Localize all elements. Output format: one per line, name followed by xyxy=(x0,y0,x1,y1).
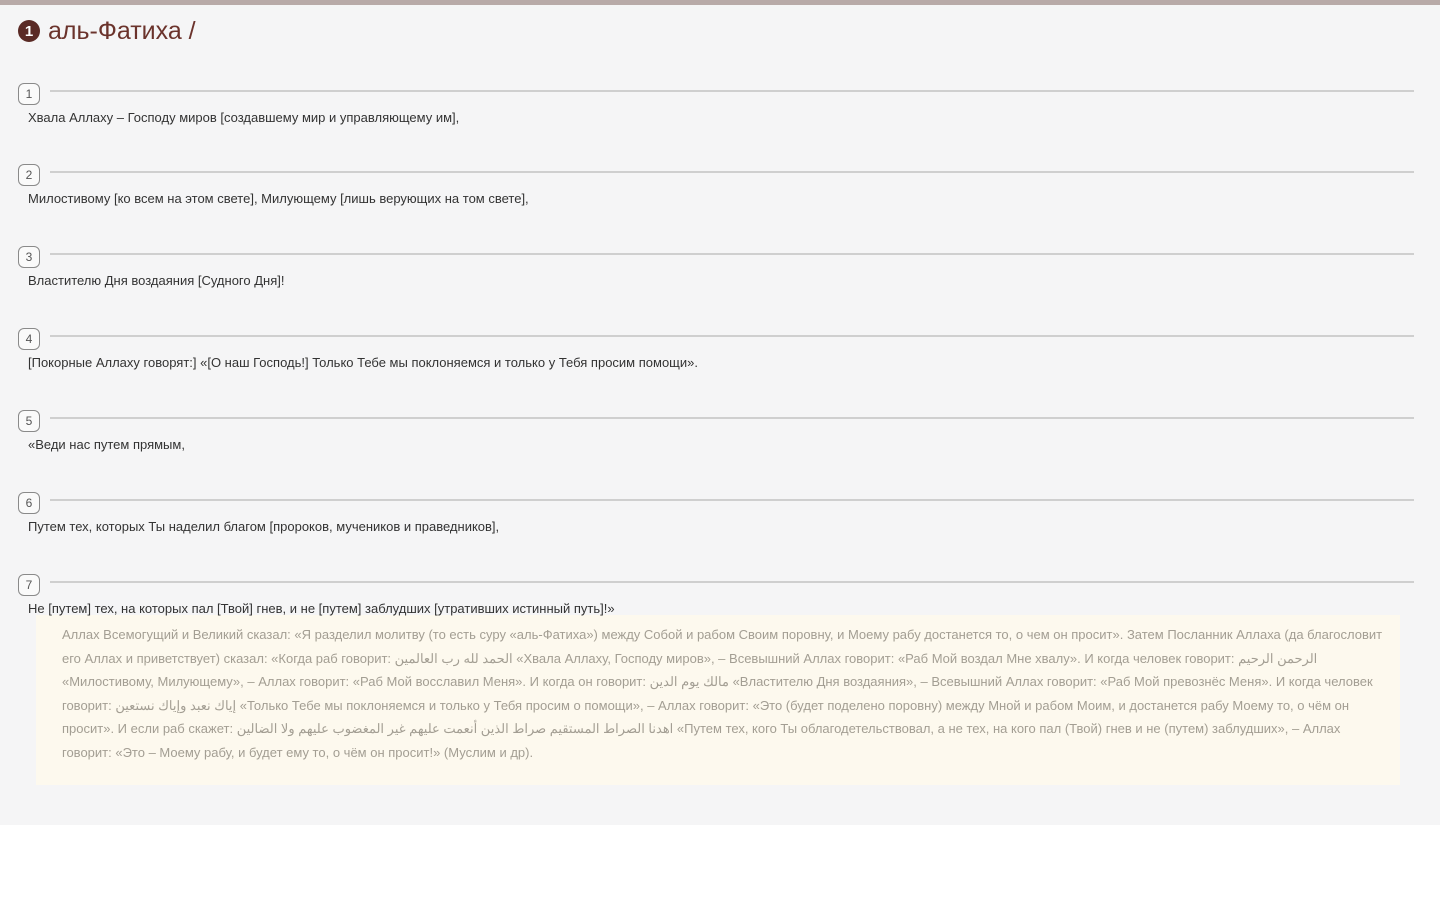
ayah-item[interactable] xyxy=(18,139,1414,221)
ayah-item[interactable] xyxy=(18,57,1414,139)
ayah-item[interactable] xyxy=(18,467,1414,549)
ayah-item[interactable] xyxy=(18,221,1414,303)
ayah-divider xyxy=(50,417,1414,419)
ayah-text: Милостивому [ко всем на этом свете], Милующему [лишь верующих на том свете], xyxy=(28,191,529,206)
ayah-header xyxy=(18,467,1414,515)
ayah-divider xyxy=(50,499,1414,501)
ayah-number: 7 xyxy=(18,574,40,596)
ayah-header xyxy=(18,139,1414,187)
ayah-header xyxy=(18,57,1414,106)
surah-title: аль-Фатиха / xyxy=(48,16,196,45)
ayah-header xyxy=(18,385,1414,433)
ayah-number: 6 xyxy=(18,492,40,514)
ayah-divider xyxy=(50,581,1414,583)
ayah-item[interactable] xyxy=(18,549,1414,616)
ayah-item[interactable] xyxy=(18,385,1414,467)
ayah-divider xyxy=(50,253,1414,255)
ayah-text: Властителю Дня воздаяния [Судного Дня]! xyxy=(28,273,285,288)
ayah-number: 3 xyxy=(18,246,40,268)
ayah-text: Хвала Аллаху – Господу миров [создавшему мир и управляющему им], xyxy=(28,110,460,125)
ayah-text: [Покорные Аллаху говорят:] «[О наш Господь!] Только Тебе мы поклоняемся и только у Тебя просим помощи». xyxy=(28,355,698,370)
ayah-divider xyxy=(50,90,1414,92)
surah-page xyxy=(0,5,1440,825)
ayah-number: 4 xyxy=(18,328,40,350)
ayah-divider xyxy=(50,171,1414,173)
ayah-item[interactable] xyxy=(18,303,1414,385)
ayah-text: Путем тех, которых Ты наделил благом [пророков, мучеников и праведников], xyxy=(28,519,500,534)
ayah-number: 2 xyxy=(18,164,40,186)
ayah-divider xyxy=(50,335,1414,337)
ayah-header xyxy=(18,303,1414,351)
surah-number-badge: 1 xyxy=(18,20,40,42)
ayah-number: 5 xyxy=(18,410,40,432)
ayah-text: Не [путем] тех, на которых пал [Твой] гнев, и не [путем] заблудших [утративших истинный путь]!» xyxy=(28,601,615,616)
surah-header xyxy=(18,5,1414,57)
ayah-text: «Веди нас путем прямым, xyxy=(28,437,185,452)
ayah-header xyxy=(18,549,1414,597)
tafsir-commentary: Аллах Всемогущий и Великий сказал: «Я разделил молитву (то есть суру «аль-Фатиха») между Собой и рабом Своим поровну, и Моему рабу достанется то, о чем он просит». Затем Посланник Аллаха (да благословит его Аллах и приветствует) сказал: «Когда раб говорит: الحمد لله رب العالمين «Хвала Аллаху, Господу миров», – Всевышний Аллах говорит: «Раб Мой воздал Мне хвалу». И когда человек говорит: الرحمن الرحيم «Милостивому, Милующему», – Аллах говорит: «Раб Мой восславил Меня». И когда он говорит: مالك يوم الدين «Властителю Дня воздаяния», – Всевышний Аллах говорит: «Раб Мой превознёс Меня». И когда человек говорит: إياك نعبد وإياك نستعين «Только Тебе мы поклоняемся и только у Тебя просим о помощи», – Аллах говорит: «Это (будет поделено поровну) между Мной и рабом Моим, и достанется рабу Моему то, о чём он просит». И если раб скажет: اهدنا الصراط المستقيم صراط الذين أنعمت عليهم غير المغضوب عليهم ولا الضالين «Путем тех, кого Ты облагодетельствовал, а не тех, на кого пал (Твой) гнев и не (путем) заблудших», – Аллах говорит: «Это – Моему рабу, и будет ему то, о чём он просит!» (Муслим и др). xyxy=(36,615,1400,785)
ayah-header xyxy=(18,221,1414,269)
ayah-number: 1 xyxy=(18,83,40,105)
empty-footer-area xyxy=(0,825,1440,900)
